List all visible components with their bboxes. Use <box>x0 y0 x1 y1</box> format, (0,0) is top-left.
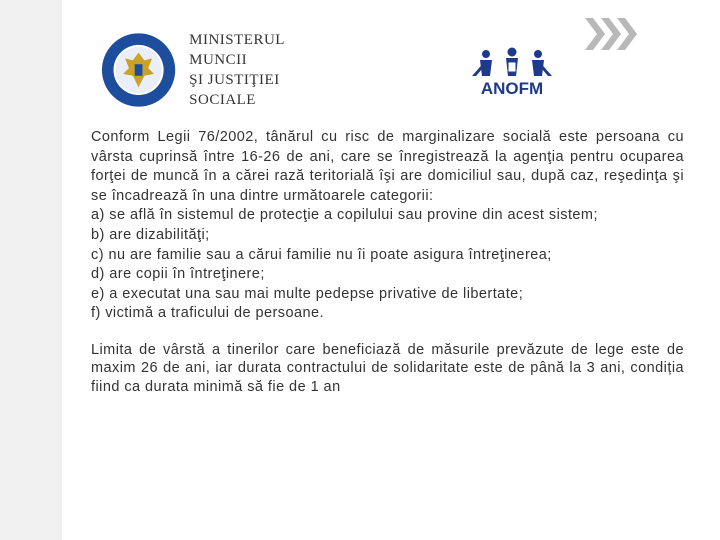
list-item-a: a) se află în sistemul de protecţie a copilului sau provine din acest sistem; <box>91 207 598 224</box>
list-item-f: f) victimă a traficului de persoane. <box>91 305 324 322</box>
conclusion-paragraph: Limita de vârstă a tinerilor care beneficiază de măsurile prevăzute de lege este de maxim 26 de ani, iar durata contractului de solidaritate este de până la 3 ani, condiția fiind ca durata minimă să fie de 1 an <box>91 341 684 395</box>
list-item-e: e) a executat una sau mai multe pedepse privative de libertate; <box>91 285 524 302</box>
government-seal-icon <box>100 30 177 110</box>
anofm-logo <box>462 46 562 98</box>
left-decorative-band <box>0 0 62 540</box>
ministry-name-line1: MINISTERUL MUNCII <box>189 32 285 68</box>
main-text <box>91 128 684 411</box>
list-item-d: d) are copii în întreţinere; <box>91 266 265 283</box>
ministry-logo <box>100 30 345 110</box>
intro-paragraph: Conform Legii 76/2002, tânărul cu risc de marginalizare socială este persoana cu vârsta cuprinsă între 16-26 de ani, care se înregistrează la agenţia pentru ocuparea forţei de muncă în a cărei rază teritorială îşi are domiciliul sau, după caz, reşedinţa şi se încadrează în una dintre următoarele categorii: <box>91 129 684 204</box>
list-item-b: b) are dizabilităţi; <box>91 226 210 243</box>
anofm-wordmark: ANOFM <box>480 79 544 98</box>
ministry-name-line2: ŞI JUSTIŢIEI SOCIALE <box>189 72 280 108</box>
chevron-right-icon <box>583 14 643 54</box>
list-item-c: c) nu are familie sau a cărui familie nu îi poate asigura întreţinerea; <box>91 246 552 263</box>
